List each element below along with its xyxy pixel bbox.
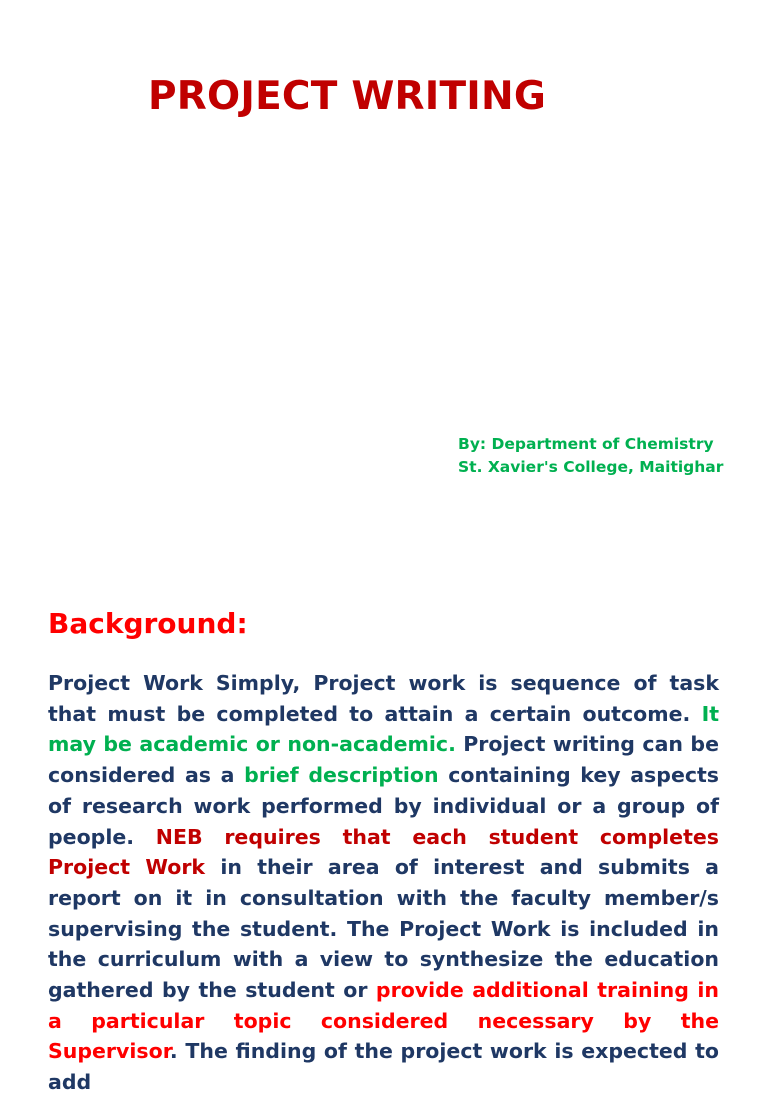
section-heading-background: Background: [48,607,248,640]
paragraph-text: Project writing can be considered as a [48,732,719,788]
emphasis-academic: It may be academic or non-academic. [48,701,719,757]
background-paragraph [48,668,719,1098]
emphasis-additional-training: provide additional training in a particular topic considered necessary by the Supervisor [48,978,719,1064]
paragraph-text: . The finding of the project work is expected to add [48,1039,719,1095]
byline-college: St. Xavier's College, Maitighar [458,458,724,476]
author-byline [458,433,723,479]
paragraph-text: Project Work Simply, Project work is sequence of task that must be completed to attain a certain outcome. [48,671,719,726]
emphasis-brief-description: brief description [244,763,439,788]
page-title: PROJECT WRITING [148,74,547,119]
byline-department: By: Department of Chemistry [458,435,714,453]
paragraph-text: containing key aspects of research work performed by individual or a group of people. [48,763,719,849]
paragraph-text: in their area of interest and submits a report on it in consultation with the faculty member/s supervising the student. The Project Work is included in the curriculum with a view to synthesize the education gathered by the student or [48,855,720,1003]
emphasis-neb-requirement: NEB requires that each student completes Project Work [48,824,719,880]
